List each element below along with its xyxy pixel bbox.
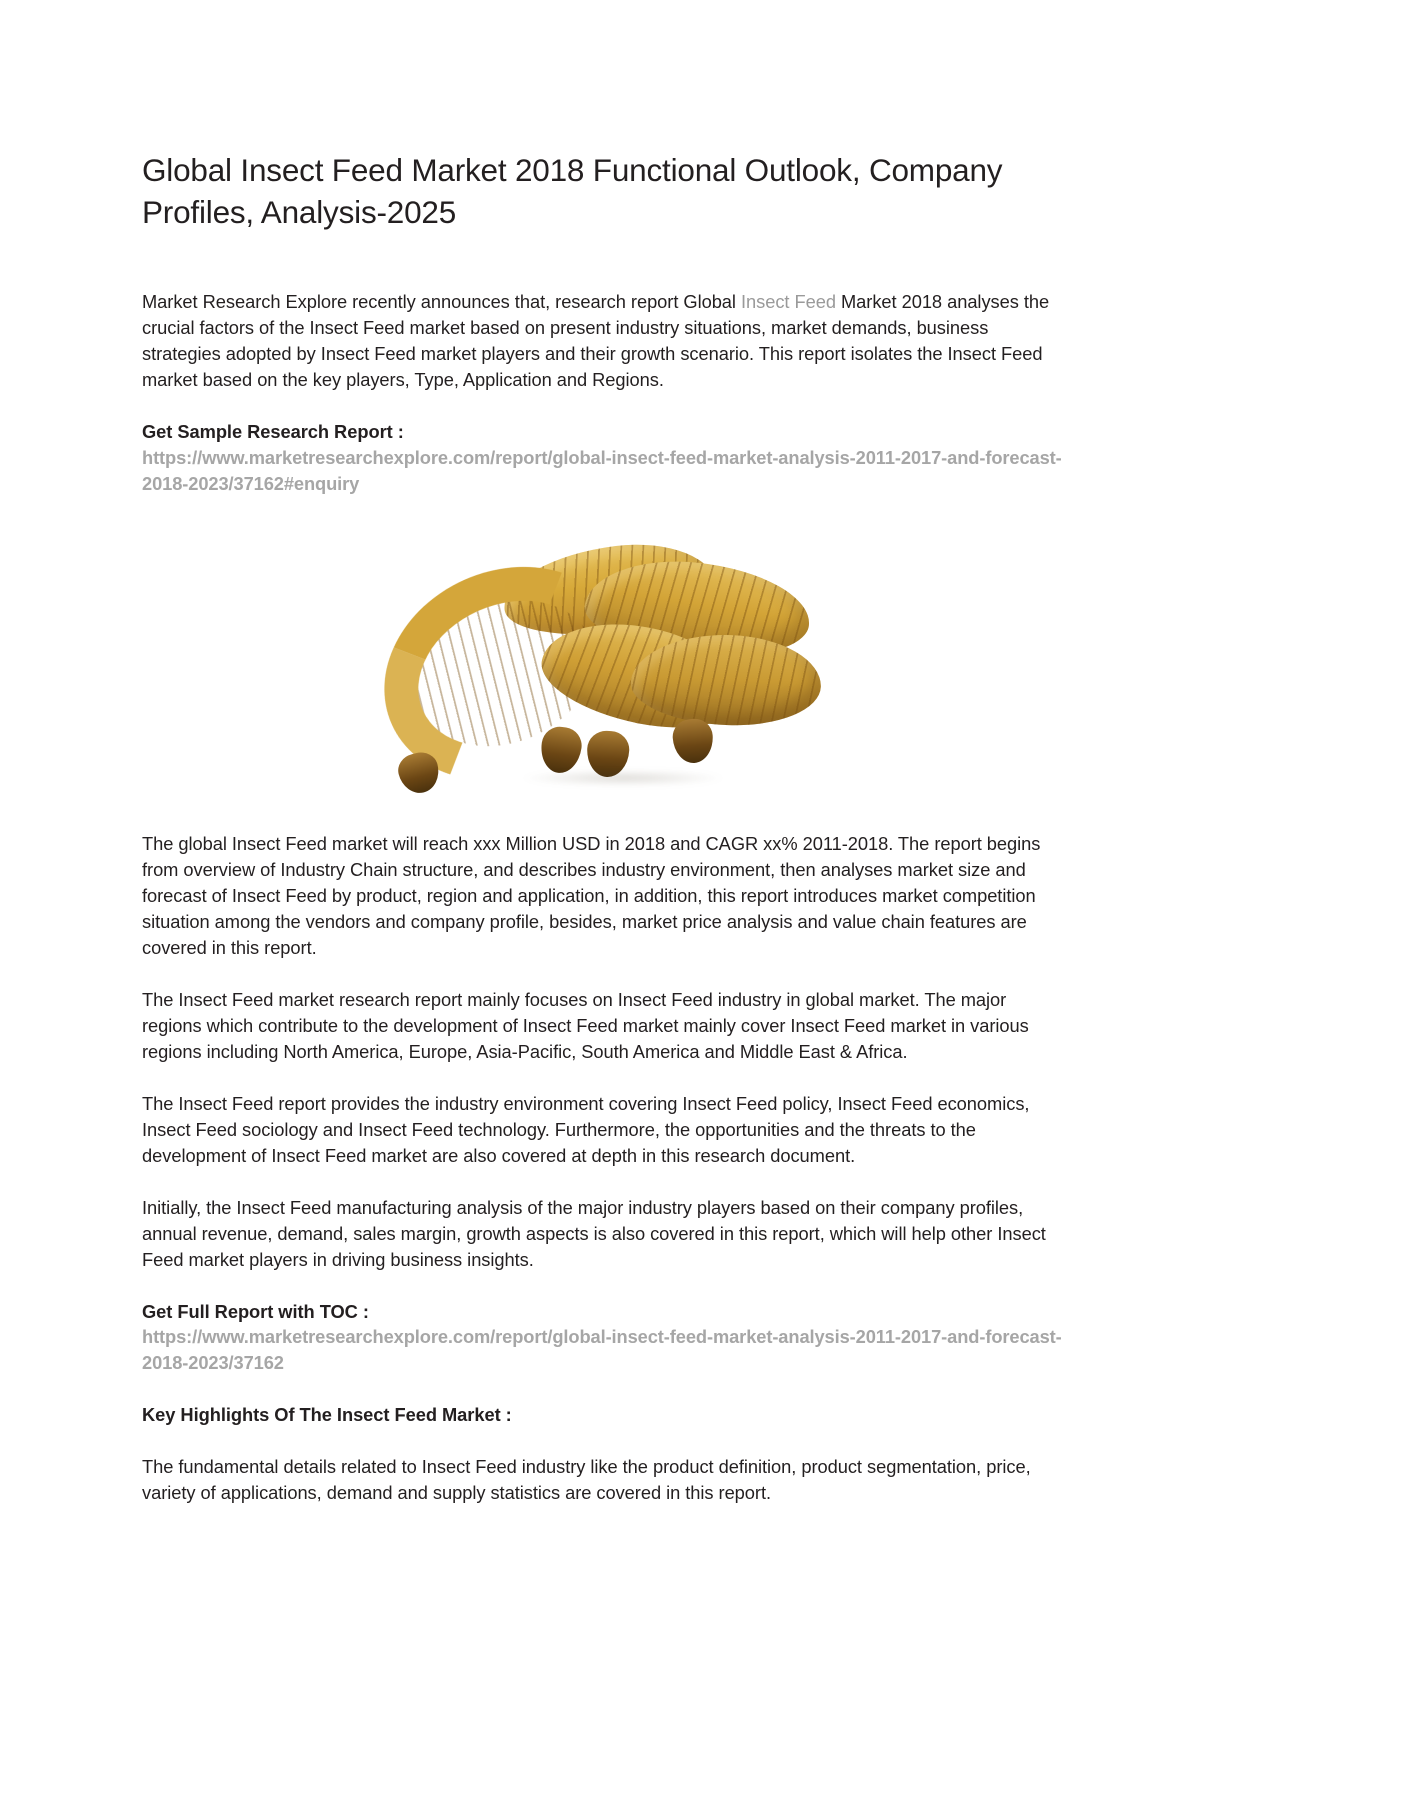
sample-report-heading: Get Sample Research Report :	[142, 421, 404, 443]
spacer	[142, 1273, 1063, 1299]
spacer	[142, 961, 1063, 987]
paragraph-regions: The Insect Feed market research report mainly focuses on Insect Feed industry in global market. The major regions which contribute to the development of Insect Feed market mainly cover Insect Feed market in various regions including North America, Europe, Asia-Pacific, South America and Middle East & Africa.	[142, 988, 1029, 1062]
sample-report-url[interactable]: https://www.marketresearchexplore.com/report/global-insect-feed-market-analysis-2011-2017-and-forecast-2018-2023/37162#enquiry	[142, 447, 1062, 494]
intro-text-after: Market 2018 analyses the crucial factors of the Insect Feed market based on present industry situations, market demands, business strategies adopted by Insect Feed market players and their growth scenario. This report isolates the Insect Feed market based on the key players, Type, Application and Regions.	[142, 291, 1050, 391]
mealworm-head	[671, 718, 714, 765]
paragraph-market-size: The global Insect Feed market will reach xxx Million USD in 2018 and CAGR xx% 2011-2018. The report begins from overview of Industry Chain structure, and describes industry environment, then analyses market size and forecast of Insect Feed by product, region and application, in addition, this report introduces market competition situation among the vendors and company profile, besides, market price analysis and value chain features are covered in this report.	[142, 832, 1041, 958]
spacer	[142, 1376, 1063, 1402]
paragraph-environment: The Insect Feed report provides the industry environment covering Insect Feed policy, Insect Feed economics, Insect Feed sociology and Insect Feed technology. Furthermore, the opportunities and the threats to the development of Insect Feed market are also covered at depth in this research document.	[142, 1092, 1030, 1166]
intro-paragraph	[142, 289, 1063, 393]
key-highlights-body: The fundamental details related to Insect Feed industry like the product definition, product segmentation, price, variety of applications, demand and supply statistics are covered in this report.	[142, 1456, 1031, 1504]
spacer	[142, 393, 1063, 419]
insect-feed-link[interactable]: Insect Feed	[740, 291, 836, 313]
page-title: Global Insect Feed Market 2018 Functional Outlook, Company Profiles, Analysis-2025	[142, 152, 1003, 230]
document-content	[142, 150, 1063, 1506]
spacer	[142, 1169, 1063, 1195]
full-report-heading: Get Full Report with TOC :	[142, 1300, 369, 1322]
mealworm-photo	[373, 531, 833, 796]
full-report-url[interactable]: https://www.marketresearchexplore.com/report/global-insect-feed-market-analysis-2011-2017-and-forecast-2018-2023/37162	[142, 1326, 1062, 1374]
paragraph-manufacturing: Initially, the Insect Feed manufacturing analysis of the major industry players based on their company profiles, annual revenue, demand, sales margin, growth aspects is also covered in this report, which will help other Insect Feed market players in driving business insights.	[142, 1196, 1046, 1270]
key-highlights-heading: Key Highlights Of The Insect Feed Market :	[142, 1404, 512, 1426]
spacer	[142, 1065, 1063, 1091]
intro-text-before: Market Research Explore recently announces that, research report Global	[142, 291, 741, 313]
photo-shadow	[523, 770, 723, 786]
spacer	[142, 233, 1063, 289]
spacer	[142, 1428, 1063, 1454]
insect-figure	[142, 531, 1063, 831]
